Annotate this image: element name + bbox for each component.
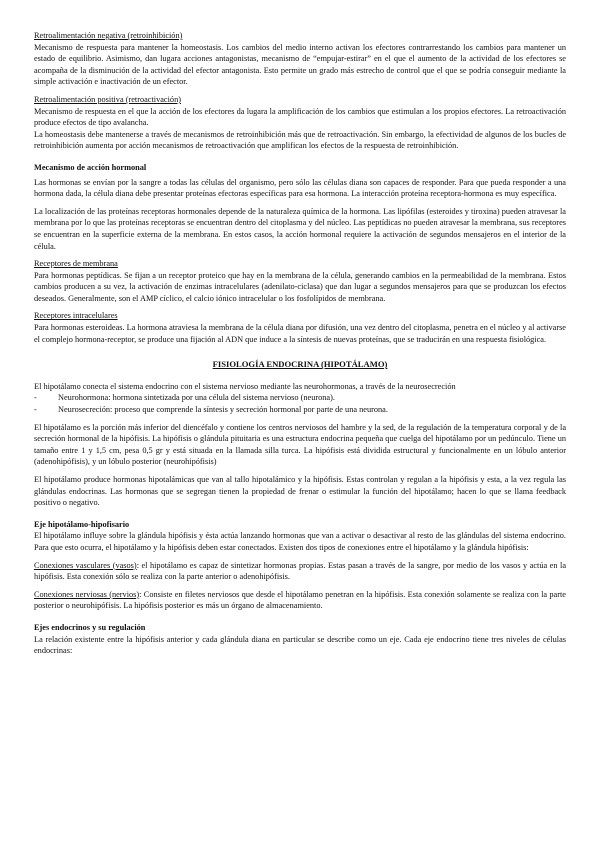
bullet-dash: - <box>34 393 37 403</box>
section-heading-positive-feedback: Retroalimentación positiva (retroactivación) <box>34 94 181 104</box>
list-item <box>34 404 566 416</box>
paragraph-nervous-connections <box>34 589 566 612</box>
paragraph-hormonal-action-2: La localización de las proteínas receptoras hormonales depende de la naturaleza química de la hormona. Las lipófilas (esteroides y tiroxina) pueden atravesar la membrana por lo que las proteínas receptoras se encuentran dentro del citoplasma y del núcleo. Las peptídicas no pueden atravesar la membrana, sus receptores se encuentran en la superficie externa de la membrana. En estos casos, la acción hormonal requiere la activación de segundos mensajeros en el interior de la célula. <box>34 206 566 251</box>
paragraph-hormonal-action-1: Las hormonas se envían por la sangre a todas las células del organismo, pero sólo las células diana son capaces de responder. Para que pueda responder a una hormona dada, la célula diana debe presentar proteínas efectoras específicas para esa hormona. La interacción proteína receptora-hormona es muy específica. <box>34 177 566 199</box>
vascular-connections-label: Conexiones vasculares (vasos) <box>34 560 137 570</box>
paragraph-endocrine-axes: La relación existente entre la hipófisis anterior y cada glándula diana en particular se describe como un eje. Cada eje endocrino tiene tres niveles de células endocrinas: <box>34 634 566 656</box>
section-heading-membrane-receptors: Receptores de membrana <box>34 259 118 269</box>
nervous-connections-text: : Consiste en filetes nerviosos que desde el hipotálamo penetran en la hipófisis. Esta conexión solamente se realiza con la parte posterior o neurohipófisis. La hipófisis posterior es más un órgano de almacenamiento. <box>34 589 566 611</box>
section-heading-negative-feedback: Retroalimentación negativa (retroinhibición) <box>34 31 183 40</box>
paragraph-positive-feedback-1: Mecanismo de respuesta en el que la acción de los efectores da lugara la amplificación de los cambios que estimulan a los propios efectores. La retroactivación produce efectos de tipo avalancha. <box>34 106 566 128</box>
section-heading-axis: Eje hipotálamo-hipofisario <box>34 519 130 529</box>
paragraph-hypothalamus-2: El hipotálamo es la porción más inferior del diencéfalo y contiene los centros nerviosos del hambre y la sed, de la regulación de la temperatura corporal y de la secreción hormonal de la hipófisis. La hipófisis o glándula pituitaria es una estructura endocrina pequeña que cuelga del hipotálamo por un pedúnculo. Tiene un tamaño entre 1 y 1,5 cm, pesa 0,5 gr y está situada en la llamada silla turca. La hipófisis está dividida estructural y funcionalmente en un lóbulo anterior (adenohipófisis), y un lóbulo posterior (neurohipófisis) <box>34 422 566 467</box>
paragraph-vascular-connections <box>34 560 566 583</box>
bullet-text-neurohormona: Neurohormona: hormona sintetizada por una célula del sistema nervioso (neurona). <box>58 393 335 403</box>
list-item <box>34 392 566 404</box>
paragraph-intracellular-receptors: Para hormonas esteroideas. La hormona atraviesa la membrana de la célula diana por difusión, una vez dentro del citoplasma, penetra en el núcleo y al activarse el complejo hormona-receptor, se produce una fijación al ADN que induce a la síntesis de nuevas proteínas, que se traducirán en una respuesta fisiológica. <box>34 323 566 344</box>
bullet-text-neurosecrecion: Neurosecreción: proceso que comprende la síntesis y secreción hormonal por parte de una neurona. <box>58 405 388 415</box>
bullet-dash: - <box>34 405 37 415</box>
nervous-connections-label: Conexiones nerviosas (nervios) <box>34 589 140 599</box>
paragraph-axis: El hipotálamo influye sobre la glándula hipófisis y ésta actúa lanzando hormonas que van a activar o desactivar al resto de las glándulas del sistema endocrino. Para que esto ocurra, el hipotálamo y la hipófisis deben estar conectados. Existen dos tipos de conexiones entre el hipotálamo y la glándula hipófisis: <box>34 531 566 552</box>
section-heading-endocrine-axes: Ejes endocrinos y su regulación <box>34 622 146 632</box>
paragraph-hypothalamus-3: El hipotálamo produce hormonas hipotalámicas que van al tallo hipotalámico y la hipófisis. Estas controlan y regulan a la hipófisis y esta, a la vez regula las glándulas endocrinas. Las hormonas que se segregan tienen la propiedad de frenar o estimular la función del hipotálamo; hacen lo que se llama feedback positivo o negativo. <box>34 475 566 508</box>
section-heading-intracellular-receptors: Receptores intracelulares <box>34 311 118 321</box>
main-title: FISIOLOGÍA ENDOCRINA (HIPOTÁLAMO) <box>212 359 388 370</box>
paragraph-positive-feedback-2: La homeostasis debe mantenerse a través de mecanismos de retroinhibición más que de retroactivación. Sin embargo, la efectividad de algunos de los bucles de retroinhibición aumenta por acción mecanismos de retroactivación que amplifican los efectos de la respuesta de retroinhibición. <box>34 129 566 151</box>
vascular-connections-text: : el hipotálamo es capaz de sintetizar hormonas propias. Estas pasan a través de la sangre, por medio de los vasos y actúa en la hipófisis. Esta conexión sólo se realiza con la parte anterior o adenohipófisis. <box>34 560 566 582</box>
paragraph-hypothalamus-intro: El hipotálamo conecta el sistema endocrino con el sistema nervioso mediante las neurohormonas, a través de la neurosecreción <box>34 381 456 391</box>
paragraph-negative-feedback: Mecanismo de respuesta para mantener la homeostasis. Los cambios del medio interno activan los efectores contrarrestando los cambios para mantener un estado de equilibrio. Asimismo, dan lugara acciones antagonistas, mecanismo de “empujar-estirar” en el que el aumento de la actividad de los efectores se acompaña de la disminución de la actividad del efector antagonista. Esto permite un grado más estrecho de control que el que se podría conseguir mediante la simple activación e inactivación de un efector. <box>34 42 566 87</box>
section-heading-hormonal-action: Mecanismo de acción hormonal <box>34 162 147 172</box>
paragraph-membrane-receptors: Para hormonas peptídicas. Se fijan a un receptor proteico que hay en la membrana de la célula, generando cambios en la permeabilidad de la membrana. Estos cambios producen a su vez, la activación de enzimas intracelulares (adenilato-ciclasa) que dan lugar a segundos mensajeros para que se produzcan los efectos deseados. Generalmente, son el AMP cíclico, el calcio iónico intracelular o los fosfolípidos de membrana. <box>34 270 566 303</box>
